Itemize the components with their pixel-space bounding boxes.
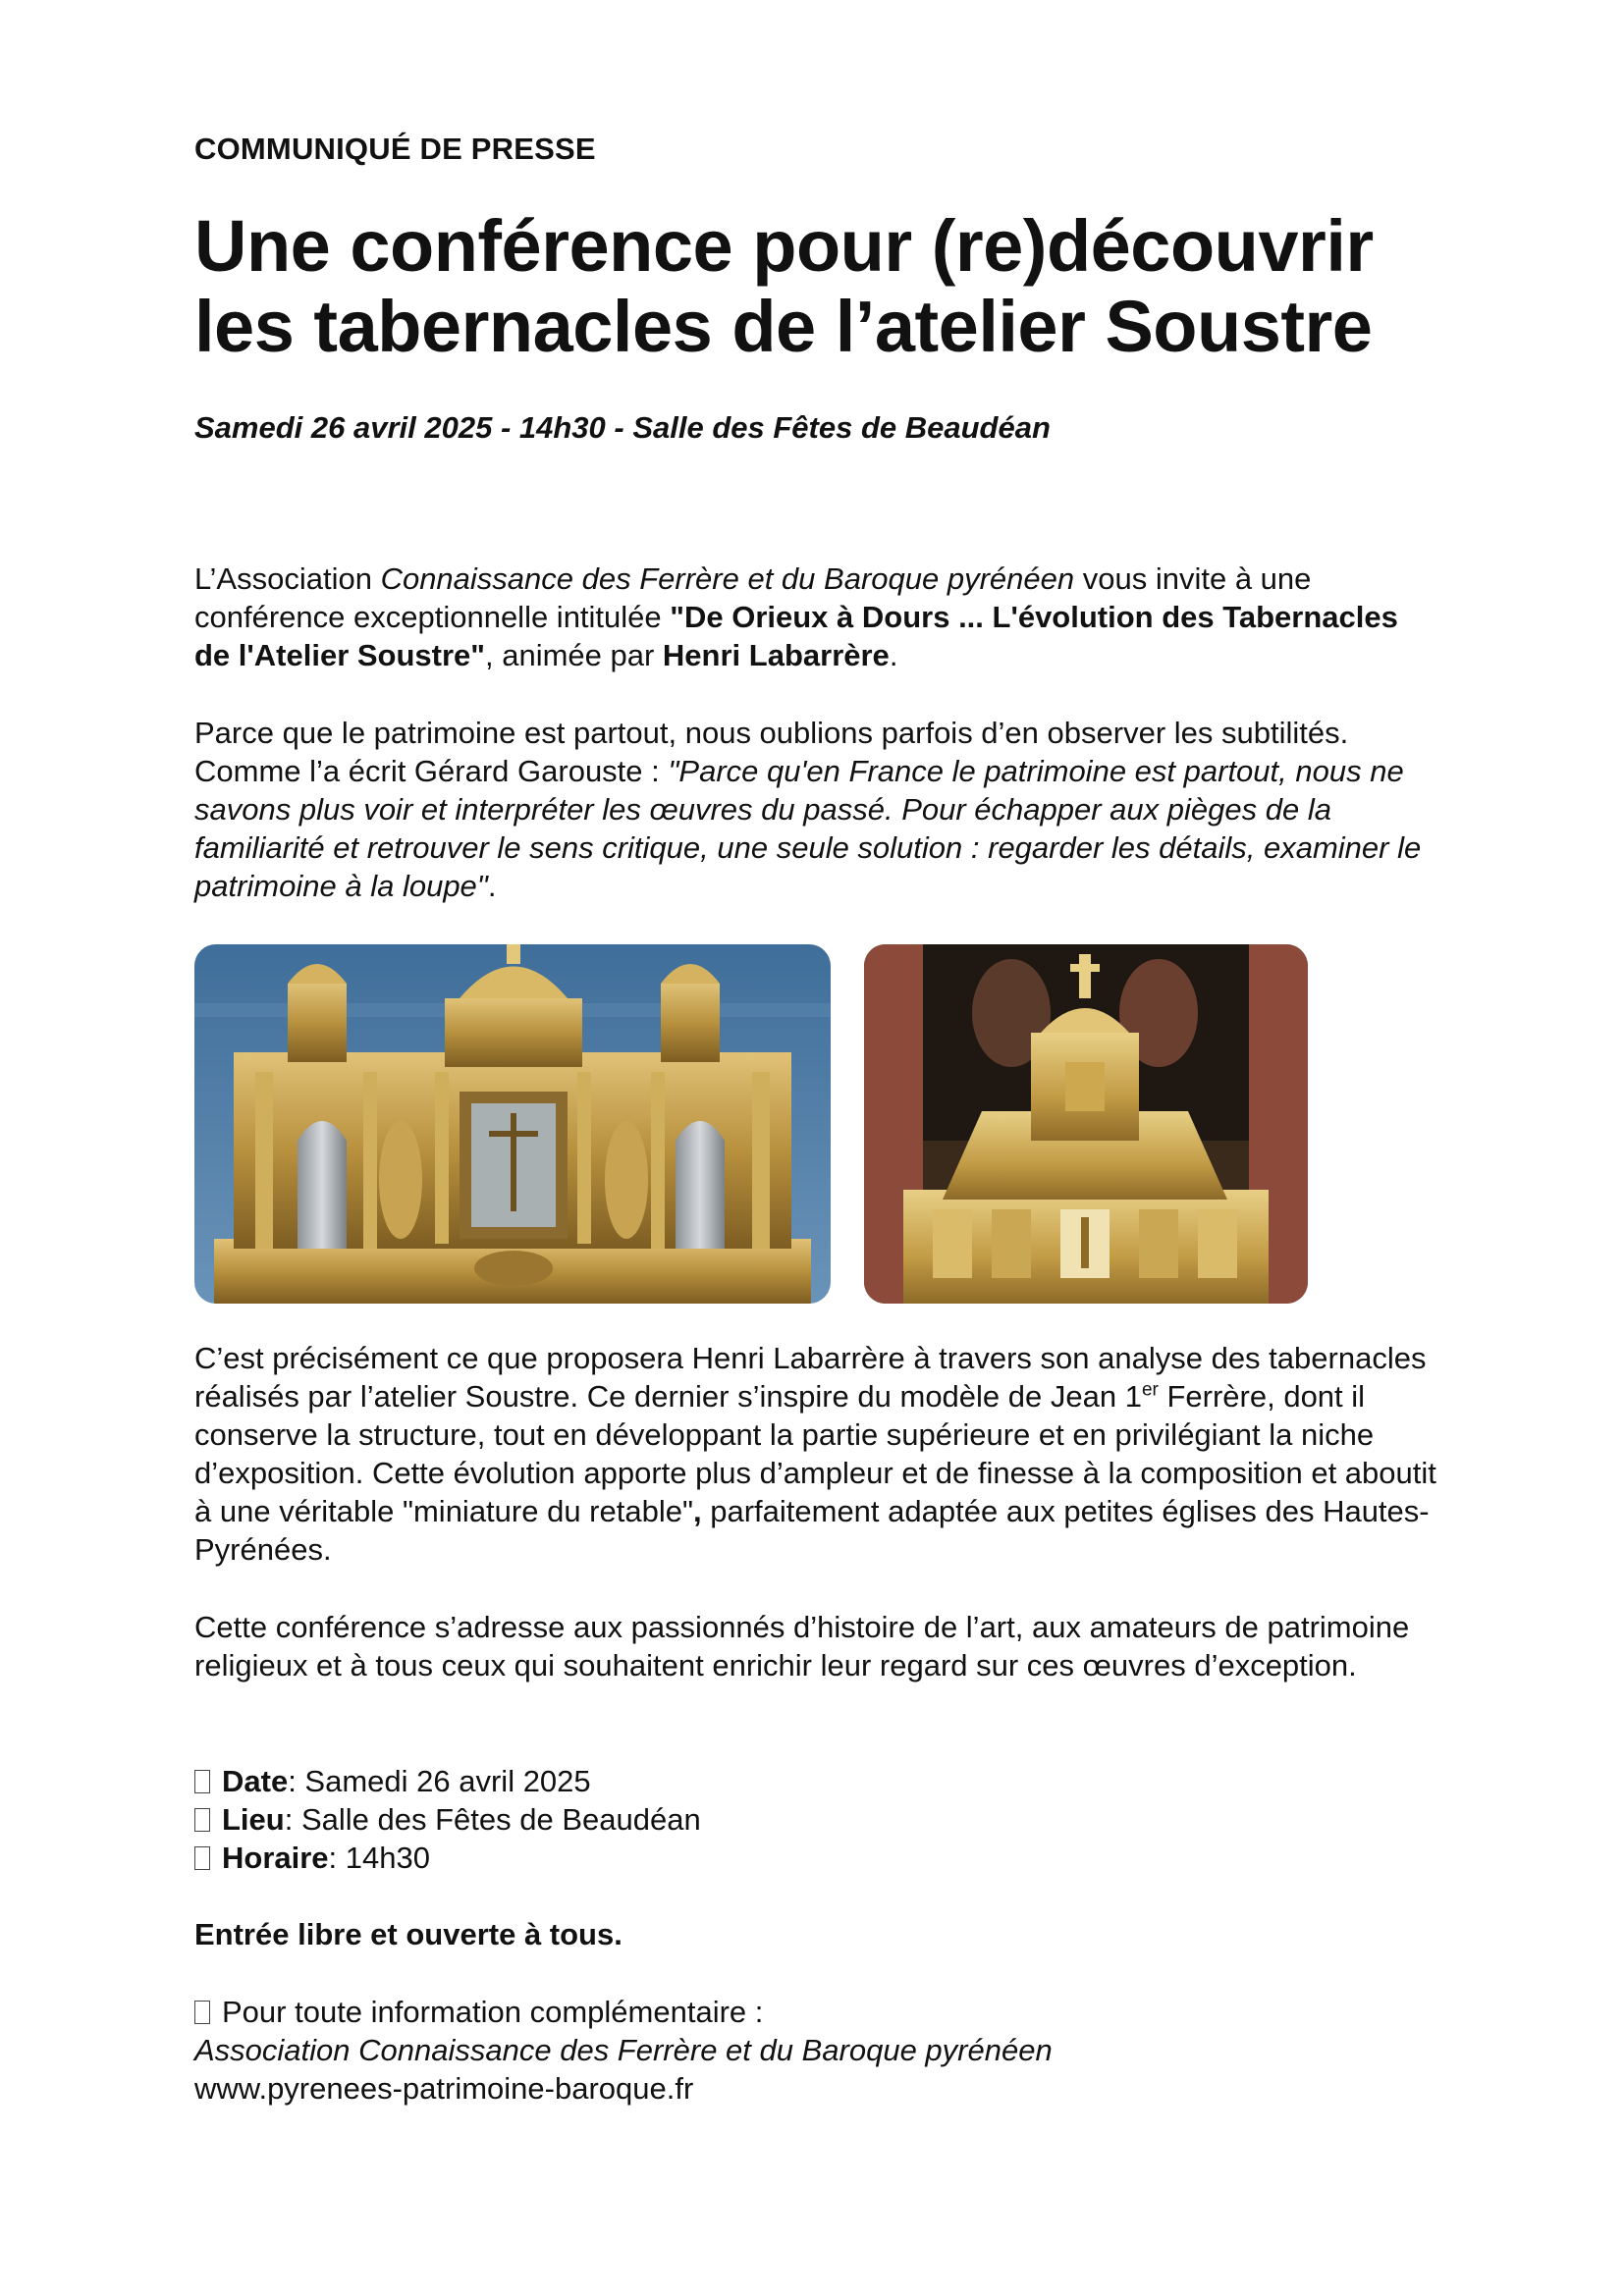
analysis-paragraph <box>194 1339 1441 1569</box>
tabernacle-photo-1-image <box>194 944 831 1304</box>
title-line-2: les tabernacles de l’atelier Soustre <box>194 286 1373 367</box>
conference-title: "De Orieux à Dours ... L'évolution des Tabernacles de l'Atelier Soustre" <box>194 600 1398 672</box>
p3-text-2: Ferrère, dont il conserve la structure, tout en développant la partie supérieure et en privilégiant la niche d’exposition. Cette évolution apporte plus d’ampleur et de finesse à la composition et aboutit à une véritable "miniature du retable" <box>194 1379 1436 1528</box>
p3-text-1: C’est précisément ce que proposera Henri Labarrère à travers son analyse des tabernacles réalisés par l’atelier Soustre. Ce dernier s’inspire du modèle de Jean 1 <box>194 1341 1427 1414</box>
p1-text-2: vous invite à une conférence exceptionnelle intitulée <box>194 561 1312 634</box>
p1-text-3: , animée par <box>484 638 663 672</box>
page-title <box>194 206 1374 367</box>
info-label-time: Horaire <box>222 1841 329 1875</box>
contact-intro: Pour toute information complémentaire : <box>222 1995 764 2029</box>
p3-text-3: parfaitement adaptée aux petites églises des Hautes-Pyrénées. <box>194 1494 1430 1567</box>
speaker-name: Henri Labarrère <box>662 638 890 672</box>
superscript-er: er <box>1141 1379 1159 1401</box>
info-row-date <box>194 1762 701 1800</box>
contact-intro-row <box>194 1993 1053 2031</box>
contact-organization <box>194 2031 1053 2069</box>
p2-text-1: Parce que le patrimoine est partout, nous oublions parfois d’en observer les subtilités. Comme l’a écrit Gérard Garouste : <box>194 716 1349 788</box>
intro-paragraph <box>194 560 1441 674</box>
checkbox-glyph-icon <box>194 1808 210 1832</box>
info-value-place: : Salle des Fêtes de Beaudéan <box>284 1802 701 1837</box>
checkbox-glyph-icon <box>194 1846 210 1870</box>
checkbox-glyph-icon <box>194 1770 210 1793</box>
info-row-time <box>194 1839 701 1877</box>
info-label-place: Lieu <box>222 1802 285 1837</box>
event-info-list <box>194 1762 701 1877</box>
quote-paragraph <box>194 714 1441 905</box>
title-line-1: Une conférence pour (re)découvrir <box>194 205 1374 287</box>
checkbox-glyph-icon <box>194 2001 210 2024</box>
audience-paragraph: Cette conférence s’adresse aux passionnés d’histoire de l’art, aux amateurs de patrimoine religieux et à tous ceux qui souhaitent enrichir leur regard sur ces œuvres d’exception. <box>194 1610 1410 1682</box>
p1-text-1: L’Association <box>194 561 381 596</box>
tabernacle-photo-2-image <box>864 944 1308 1304</box>
contact-website-link[interactable]: www.pyrenees-patrimoine-baroque.fr <box>194 2071 694 2106</box>
contact-block <box>194 1993 1053 2108</box>
free-entry-notice: Entrée libre et ouverte à tous. <box>194 1917 623 1951</box>
p1-text-4: . <box>889 638 898 672</box>
p2-text-2: . <box>487 869 497 903</box>
garouste-quote: "Parce qu'en France le patrimoine est partout, nous ne savons plus voir et interpréter les œuvres du passé. Pour échapper aux pièges de la familiarité et retrouver le sens critique, une seule solution : regarder les détails, examiner le patrimoine à la loupe" <box>194 754 1422 903</box>
tabernacle-photo-2 <box>864 944 1308 1304</box>
info-label-date: Date <box>222 1764 289 1798</box>
association-name: Connaissance des Ferrère et du Baroque pyrénéen <box>380 561 1075 596</box>
press-release-kicker: COMMUNIQUÉ DE PRESSE <box>194 132 596 166</box>
contact-organization-text: Association Connaissance des Ferrère et du Baroque pyrénéen <box>194 2033 1053 2067</box>
event-subtitle: Samedi 26 avril 2025 - 14h30 - Salle des Fêtes de Beaudéan <box>194 410 1051 445</box>
info-value-date: : Samedi 26 avril 2025 <box>288 1764 591 1798</box>
p3-bold-comma: , <box>692 1494 702 1528</box>
tabernacle-photo-1 <box>194 944 831 1304</box>
info-value-time: : 14h30 <box>328 1841 430 1875</box>
info-row-place <box>194 1800 701 1839</box>
